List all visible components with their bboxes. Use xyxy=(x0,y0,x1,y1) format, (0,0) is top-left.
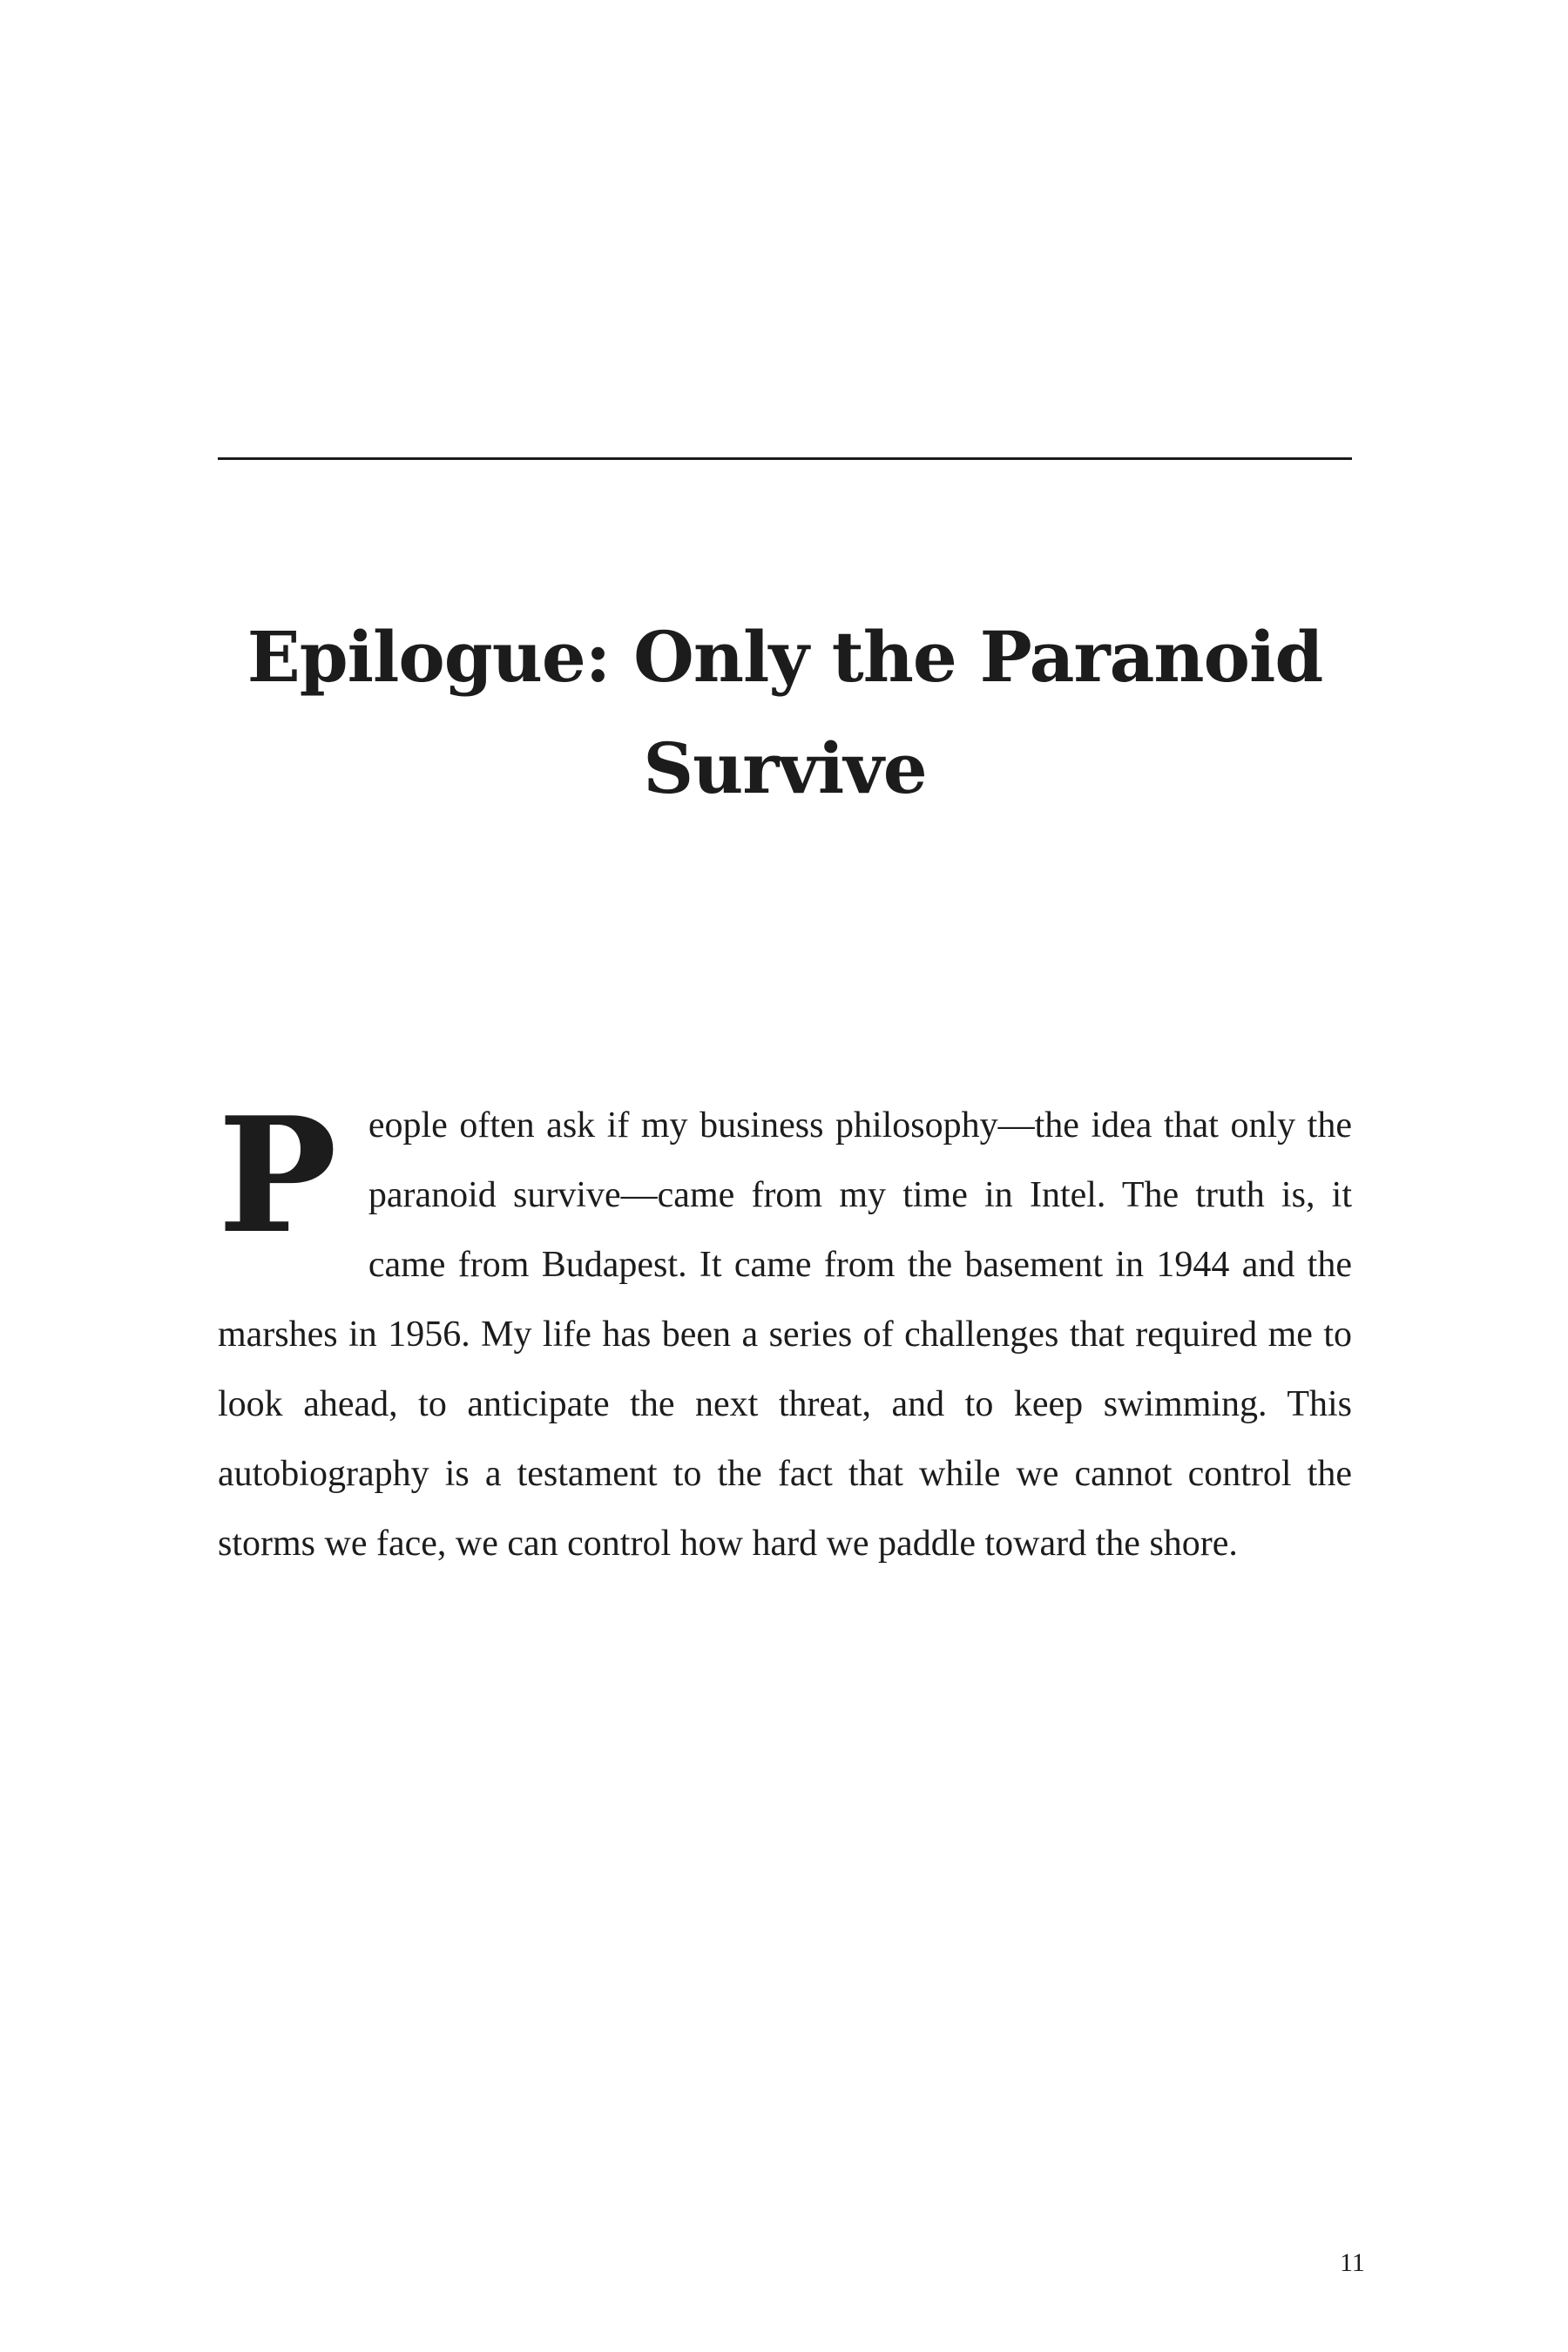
page-number: 11 xyxy=(1340,2248,1365,2277)
epilogue-paragraph xyxy=(218,1082,1352,1578)
paragraph-text: eople often ask if my business philosophy—the idea that only the paranoid survive—came from my time in Intel. The truth is, it came from Budapest. It came from the basement in 1944 and the marshes in 1956. My life has been a series of challenges that required me to look ahead, to anticipate the next threat, and to keep swimming. This autobiography is a testament to the fact that while we cannot control the storms we face, we can control how hard we paddle toward the shore. xyxy=(218,1105,1352,1564)
chapter-title: Epilogue: Only the Paranoid Survive xyxy=(247,616,1323,809)
drop-cap: P xyxy=(218,1082,337,1268)
chapter-divider-rule xyxy=(218,457,1352,460)
